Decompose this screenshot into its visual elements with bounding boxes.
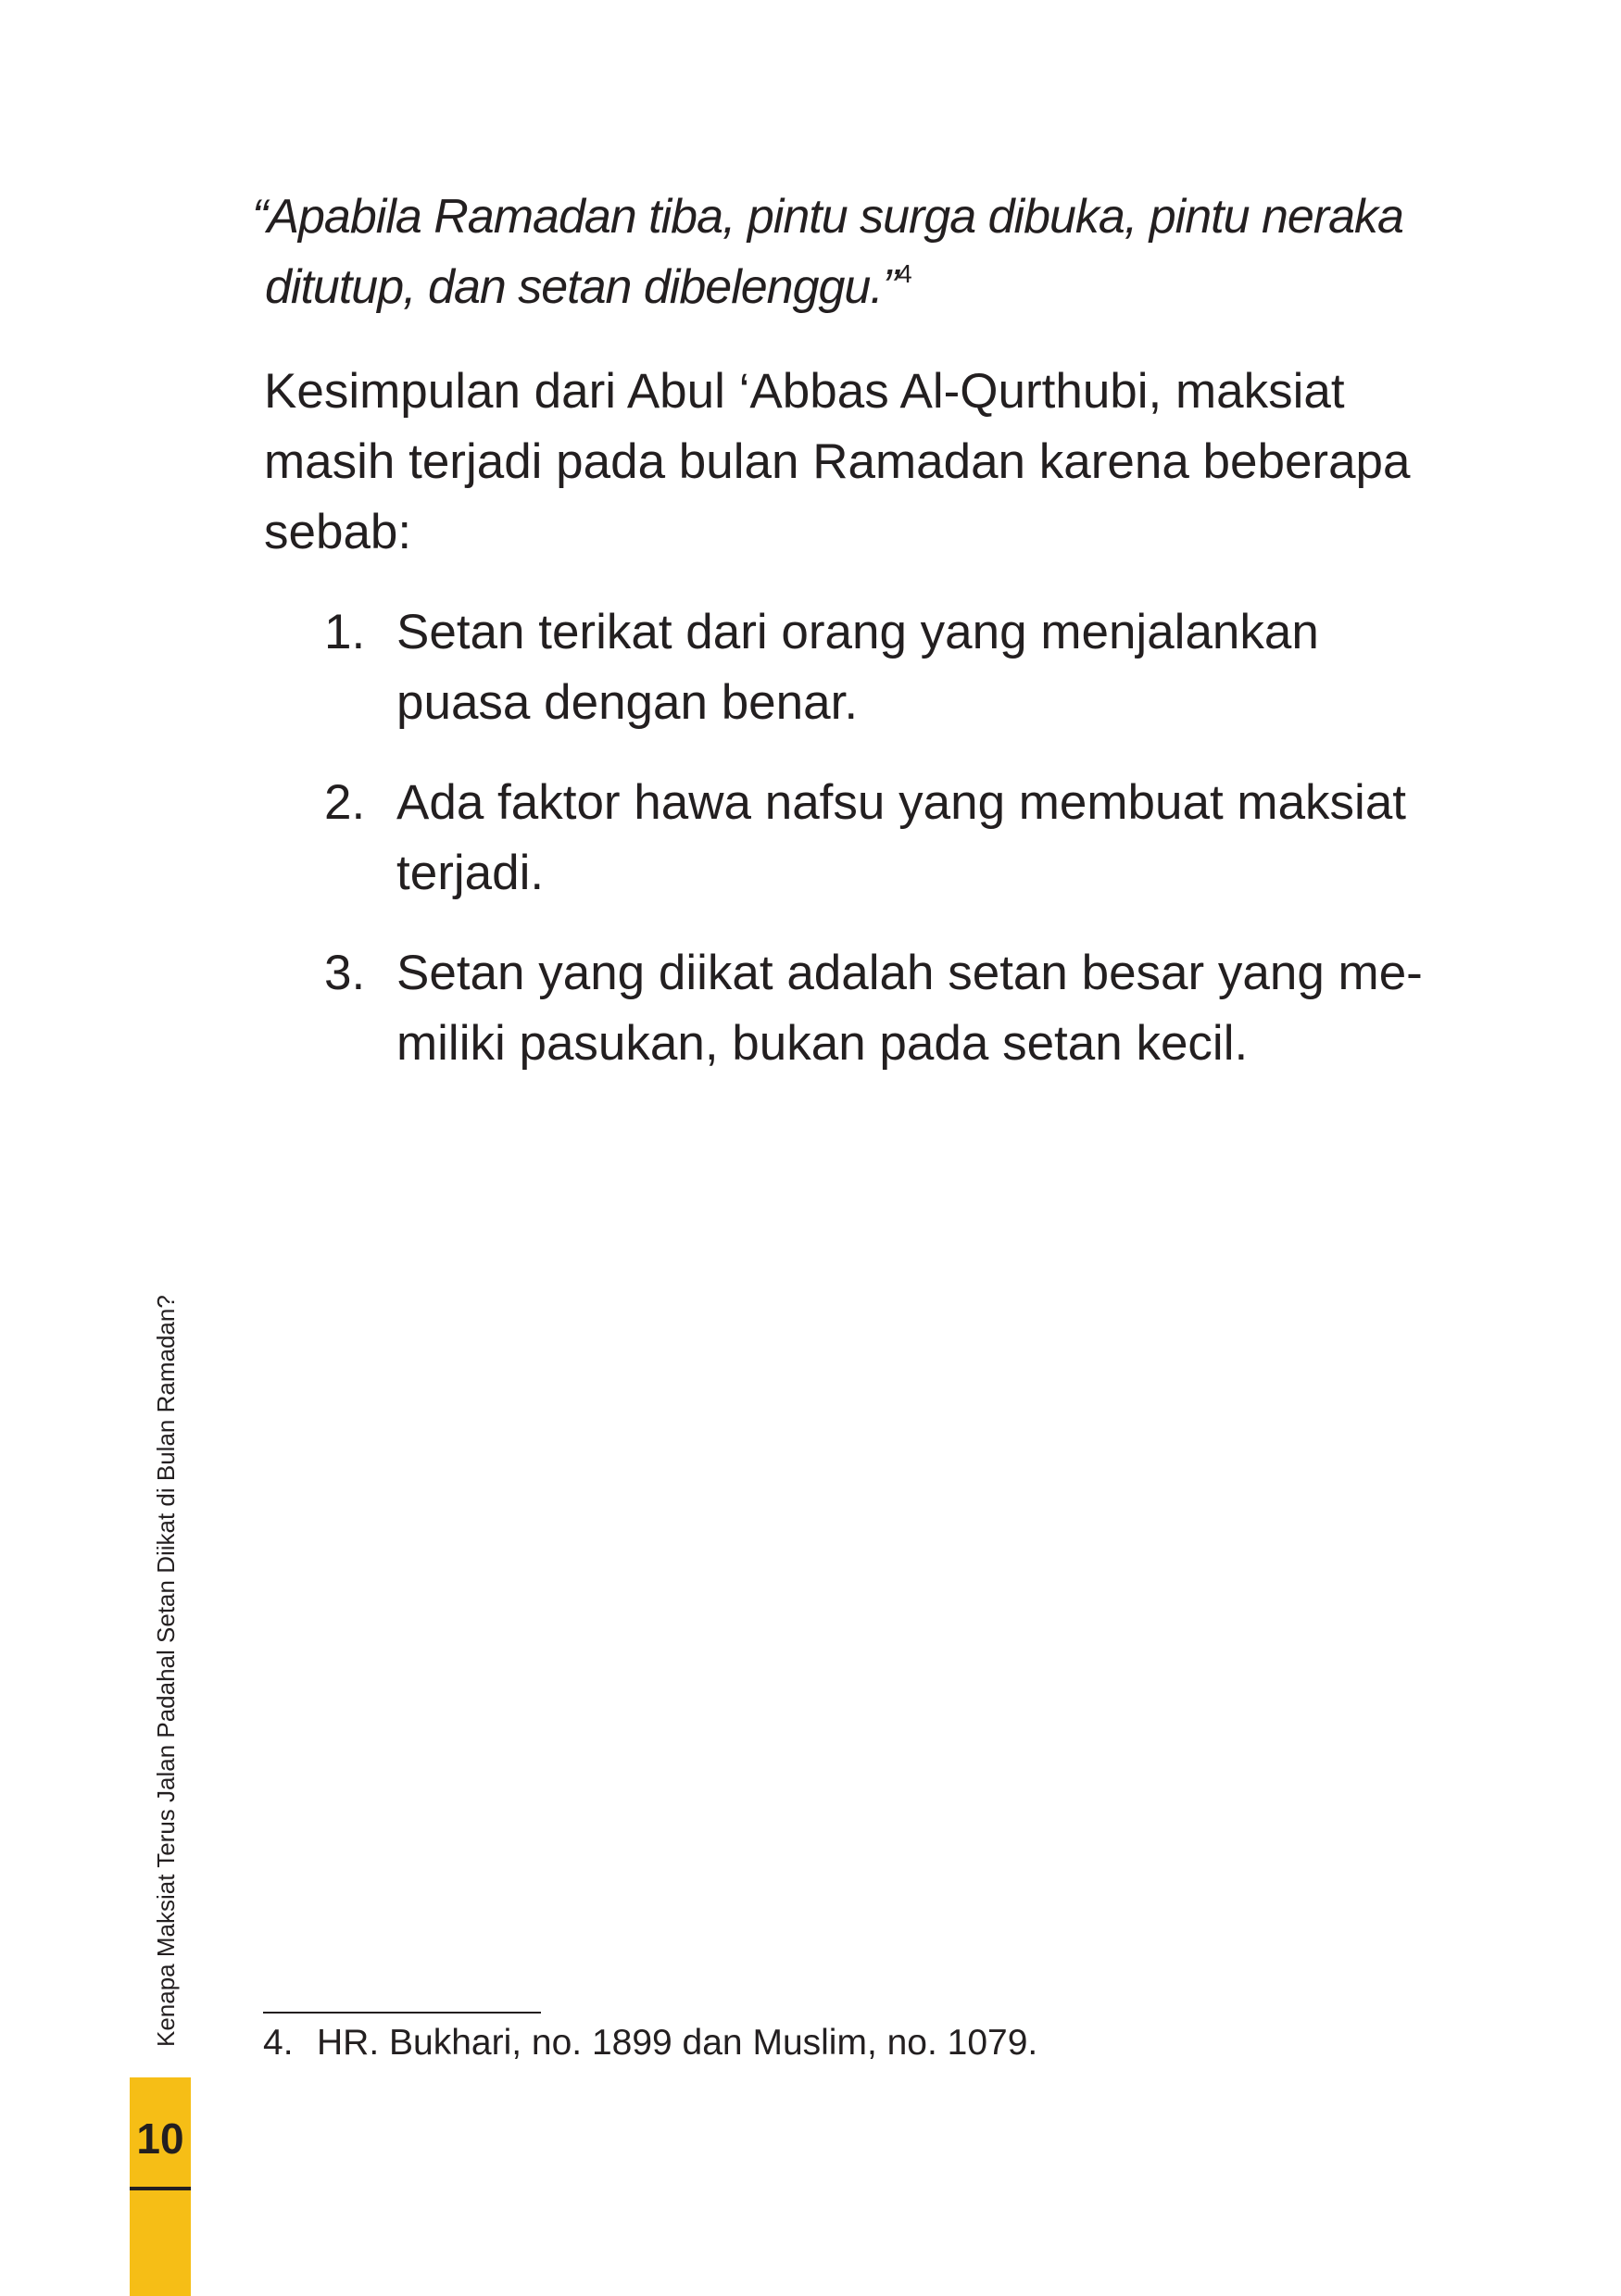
list-number: 2. — [324, 775, 366, 830]
list-item-line: Setan terikat dari orang yang menjalankan — [396, 605, 1319, 659]
paragraph-line: masih terjadi pada bulan Ramadan karena beberapa — [264, 434, 1411, 489]
hadith-quote — [252, 182, 1456, 322]
list-number: 3. — [324, 946, 366, 1000]
paragraph-line: Kesimpulan dari Abul ‘Abbas Al-Qurthubi, maksiat — [264, 364, 1345, 419]
list-item — [324, 938, 1482, 1079]
running-title: Kenapa Maksiat Terus Jalan Padahal Setan Diikat di Bulan Ramadan? — [152, 1295, 180, 2047]
footnote-number: 4. — [263, 2023, 294, 2063]
list-item — [324, 768, 1482, 909]
list-item-line: Setan yang diikat adalah setan besar yang me- — [396, 946, 1423, 1000]
quote-line-2-text: ditutup, dan setan dibelenggu.” — [265, 260, 898, 314]
footnote-divider — [263, 2012, 541, 2014]
footnote-reference[interactable]: 4 — [898, 259, 911, 288]
list-item-line: Ada faktor hawa nafsu yang membuat maksiat — [396, 775, 1407, 830]
footnote — [263, 2017, 1037, 2069]
page-number: 10 — [136, 2114, 184, 2163]
list-item — [324, 597, 1482, 738]
reasons-list — [324, 597, 1482, 1109]
page-number-tab — [130, 2077, 191, 2296]
list-number: 1. — [324, 605, 366, 659]
footnote-text: HR. Bukhari, no. 1899 dan Muslim, no. 1079. — [317, 2023, 1038, 2063]
list-item-line: terjadi. — [396, 846, 545, 900]
quote-line-2 — [252, 252, 1456, 322]
quote-line-1: “Apabila Ramadan tiba, pintu surga dibuka, pintu neraka — [252, 190, 1403, 244]
page-number-underline — [130, 2187, 191, 2190]
paragraph-line: sebab: — [264, 505, 412, 559]
list-item-line: puasa dengan benar. — [396, 675, 859, 730]
conclusion-paragraph — [264, 357, 1459, 568]
list-item-line: miliki pasukan, bukan pada setan kecil. — [396, 1016, 1249, 1071]
